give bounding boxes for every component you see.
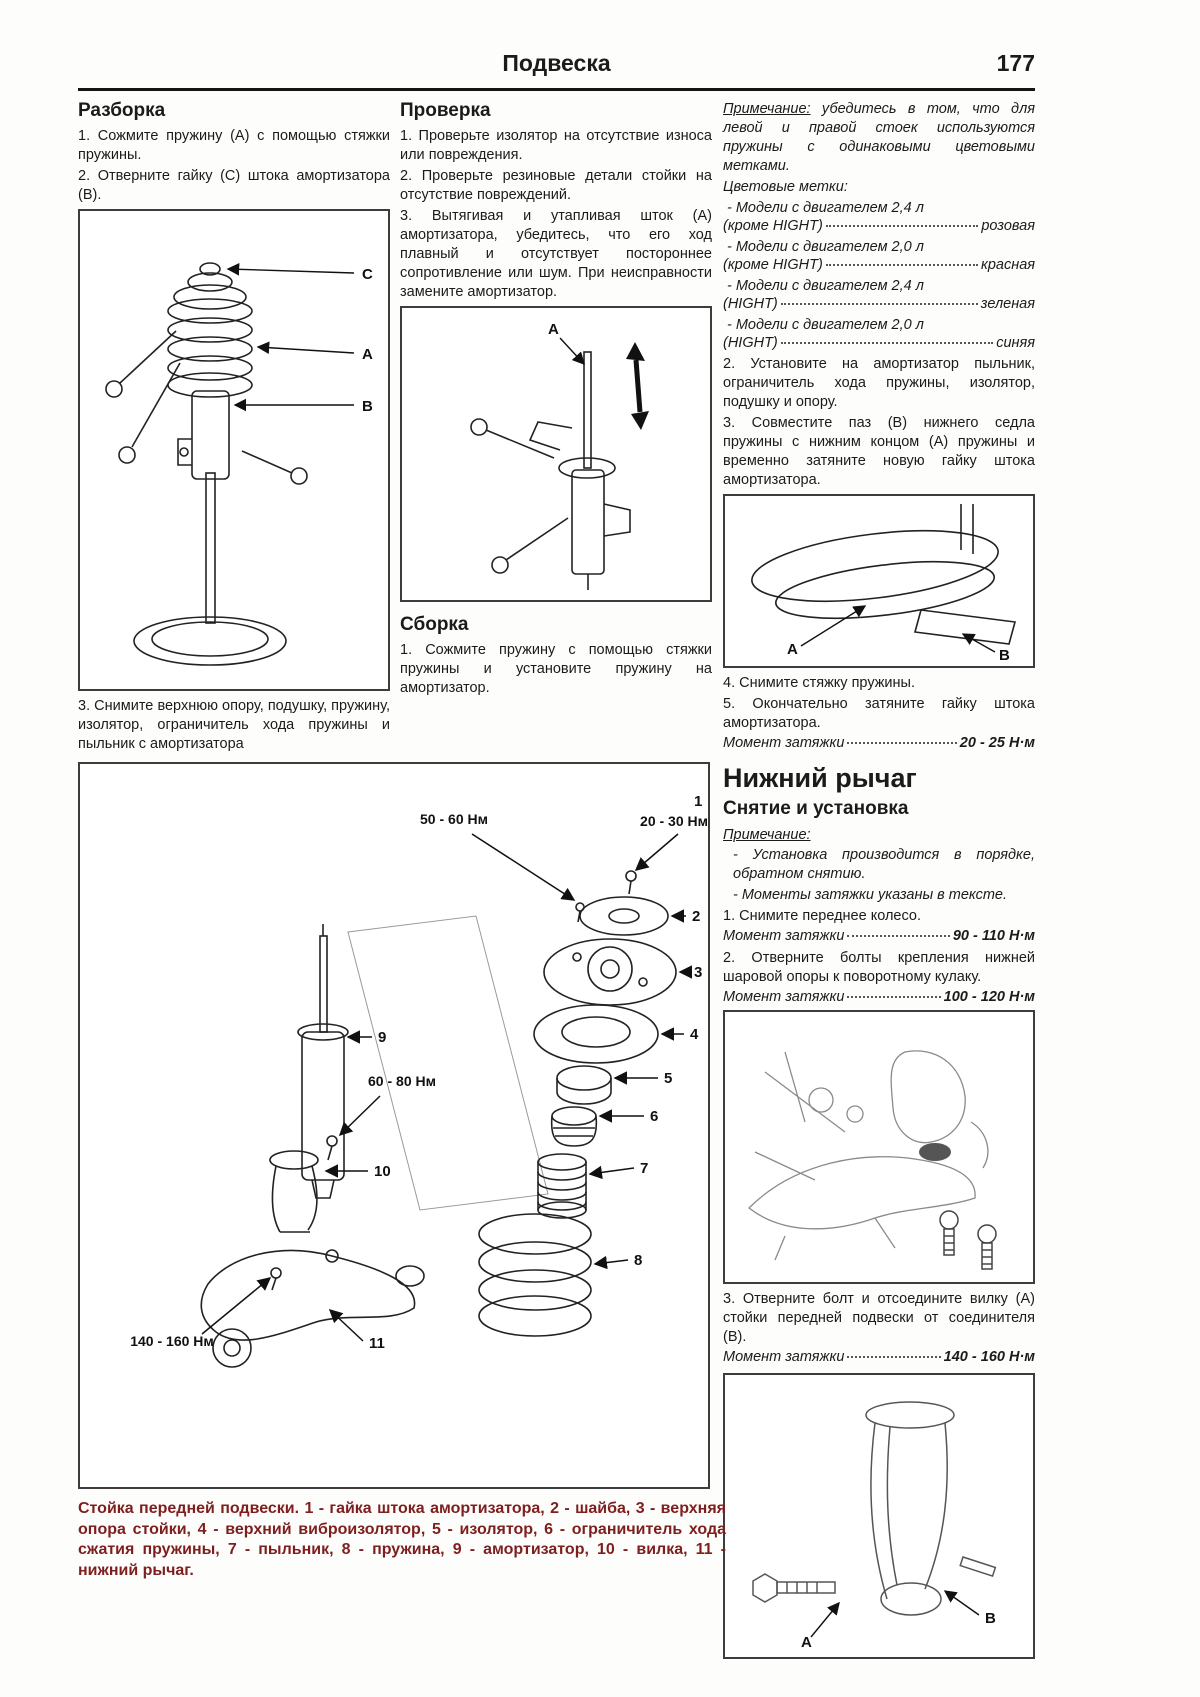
assembly-step-4: 4. Снимите стяжку пружины.: [723, 675, 915, 691]
assembly-step-2: 2. Установите на амортизатор пыльник, ограничитель хода пружины, изолятор, подушку и опору.: [723, 356, 1035, 410]
section-heading-check: Проверка: [400, 100, 491, 121]
torque-label: 60 - 80 Нм: [368, 1073, 436, 1089]
torque-spec: Момент затяжки 140 - 160 Н·м: [723, 1349, 1035, 1365]
note-item-2: - Моменты затяжки указаны в тексте.: [733, 887, 1007, 903]
torque-spec: Момент затяжки 90 - 110 Н·м: [723, 928, 1035, 944]
lower-arm-step-3: 3. Отверните болт и отсоедините вилку (А) стойки передней подвески от соединителя (В).: [723, 1291, 1035, 1345]
color-mark-item: - Модели с двигателем 2,0 л (кроме HIGHT) красная: [723, 239, 1035, 273]
subheading-removal-install: Снятие и установка: [723, 798, 909, 819]
lower-arm-step-2: 2. Отверните болты крепления нижней шаровой опоры к поворотному кулаку.: [723, 950, 1035, 985]
page-header: [78, 50, 1035, 84]
strut-exploded-drawing: [80, 764, 708, 1487]
disassembly-step-2: 2. Отверните гайку (С) штока амортизатора (В).: [78, 168, 390, 203]
check-step-2: 2. Проверьте резиновые детали стойки на отсутствие повреждений.: [400, 168, 712, 203]
callout-label-b: B: [999, 647, 1010, 664]
part-number-label: 4: [690, 1026, 699, 1043]
column-disassembly: [78, 100, 390, 756]
column-notes-lower-arm: [723, 100, 1035, 1665]
callout-label-a: A: [548, 321, 559, 338]
callout-label-a: A: [801, 1634, 812, 1651]
note-text: убедитесь в том, что для левой и правой стоек используются пружины с одинаковыми цветовыми метками.: [723, 101, 1035, 174]
note-label: Примечание:: [723, 101, 811, 117]
check-step-1: 1. Проверьте изолятор на отсутствие износа или повреждения.: [400, 128, 712, 163]
ball-joint-photo-figure: [723, 1010, 1035, 1284]
strut-on-stand-figure: [78, 209, 390, 691]
color-mark-item: - Модели с двигателем 2,0 л (HIGHT) синяя: [723, 317, 1035, 351]
check-step-3: 3. Вытягивая и утапливая шток (А) амортизатора, убедитесь, что его ход плавный и отсутствует постороннее сопротивление или шум. При неисправности замените амортизатор.: [400, 208, 712, 300]
note-label: Примечание:: [723, 827, 811, 843]
torque-spec: Момент затяжки 20 - 25 Н·м: [723, 735, 1035, 751]
disassembly-step-1: 1. Сожмите пружину (А) с помощью стяжки пружины.: [78, 128, 390, 163]
page-number: 177: [996, 50, 1035, 76]
strut-fork-figure: [723, 1373, 1035, 1659]
part-number-label: 10: [374, 1163, 391, 1180]
color-value: синяя: [996, 335, 1035, 351]
assembly-step-3: 3. Совместите паз (В) нижнего седла пружины с нижним концом (А) пружины и временно затяните новую гайку штока амортизатора.: [723, 415, 1035, 488]
spring-seat-figure: [723, 494, 1035, 668]
bolt-icon: [978, 1225, 996, 1269]
callout-label-a: A: [362, 346, 373, 363]
note-item-1: - Установка производится в порядке, обратном снятию.: [733, 847, 1035, 882]
header-rule: [78, 88, 1035, 91]
torque-spec: Момент затяжки 100 - 120 Н·м: [723, 989, 1035, 1005]
color-value: зеленая: [980, 296, 1035, 312]
section-heading-lower-arm: Нижний рычаг: [723, 763, 917, 793]
part-number-label: 3: [694, 964, 703, 981]
strut-exploded-figure: [78, 762, 710, 1489]
callout-label-c: C: [362, 266, 373, 283]
ball-joint-icon: [919, 1143, 951, 1161]
torque-label: 50 - 60 Нм: [420, 811, 488, 827]
part-number-label: 2: [692, 908, 701, 925]
part-number-label: 5: [664, 1070, 673, 1087]
disassembly-step-3: 3. Снимите верхнюю опору, подушку, пружину, изолятор, ограничитель хода пружины и пыльник с амортизатора: [78, 698, 390, 752]
color-mark-item: - Модели с двигателем 2,4 л (кроме HIGHT) розовая: [723, 200, 1035, 234]
figure-caption: Стойка передней подвески. 1 - гайка штока амортизатора, 2 - шайба, 3 - верхняя опора стойки, 4 - верхний виброизолятор, 5 - изолятор, 6 - ограничитель хода сжатия пружины, 7 - пыльник, 8 - пружина, 9 - амортизатор, 10 - вилка, 11 - нижний рычаг.: [78, 1500, 726, 1579]
page-title: Подвеска: [502, 50, 611, 76]
shock-rod-check-figure: [400, 306, 712, 602]
callout-label-b: B: [985, 1610, 996, 1627]
callout-label-b: B: [362, 398, 373, 415]
spring-seat-drawing: [725, 496, 1029, 666]
section-heading-assembly: Сборка: [400, 614, 469, 635]
column-check-assembly: [400, 100, 712, 700]
section-heading-disassembly: Разборка: [78, 100, 166, 121]
color-marks-title: Цветовые метки:: [723, 179, 848, 195]
color-value: красная: [980, 257, 1035, 273]
part-number-label: 7: [640, 1160, 649, 1177]
assembly-step-1: 1. Сожмите пружину с помощью стяжки пружины и установите пружину на амортизатор.: [400, 642, 712, 696]
spring-color-note: [723, 100, 1035, 176]
part-number-label: 6: [650, 1108, 659, 1125]
part-number-label: 8: [634, 1252, 643, 1269]
double-arrow-icon: [626, 342, 649, 430]
lower-arm-step-1: 1. Снимите переднее колесо.: [723, 908, 921, 924]
shock-rod-check-drawing: [402, 308, 706, 600]
callout-label-a: A: [787, 641, 798, 658]
bolt-icon: [940, 1211, 958, 1255]
strut-fork-drawing: [725, 1375, 1029, 1657]
part-number-label: 11: [369, 1335, 385, 1352]
ball-joint-sketch: [725, 1012, 1029, 1282]
torque-label: 140 - 160 Нм: [130, 1333, 214, 1349]
color-value: розовая: [981, 218, 1035, 234]
color-mark-item: - Модели с двигателем 2,4 л (HIGHT) зеленая: [723, 278, 1035, 312]
assembly-step-5: 5. Окончательно затяните гайку штока амортизатора.: [723, 696, 1035, 731]
strut-on-stand-drawing: [80, 211, 384, 689]
torque-label: 20 - 30 Нм: [640, 813, 708, 829]
part-number-label: 9: [378, 1029, 387, 1046]
part-number-label: 1: [694, 793, 703, 810]
